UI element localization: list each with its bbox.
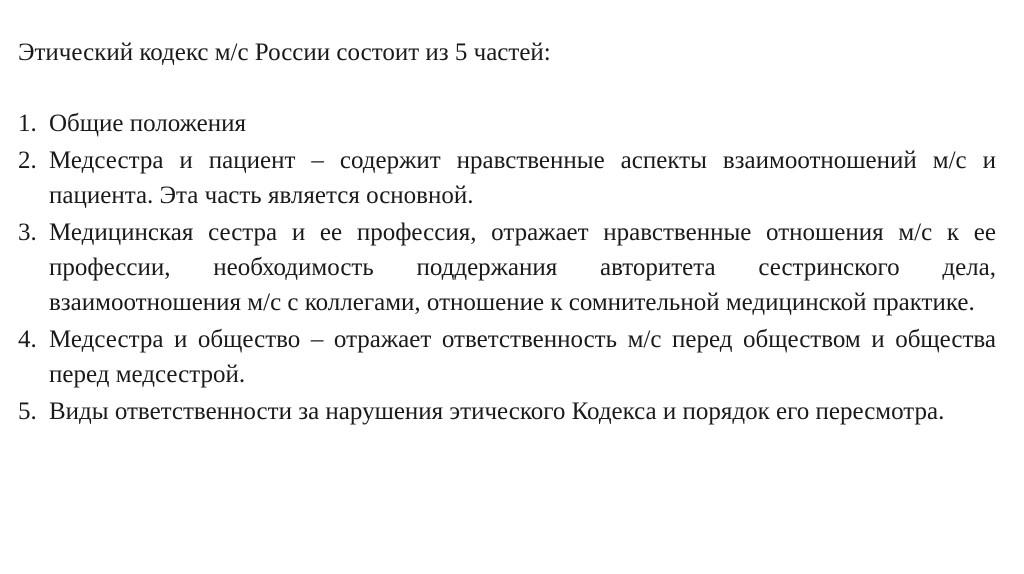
list-item-2 <box>18 143 996 213</box>
intro-text: Этический кодекс м/с России состоит из 5 частей: <box>18 39 551 66</box>
list-item-text: Медсестра и общество – отражает ответственность м/с перед обществом и общества перед медсестрой. <box>49 326 996 388</box>
list-item-text: Медсестра и пациент – содержит нравственные аспекты взаимоотношений м/с и пациента. Эта часть является основной. <box>49 147 996 209</box>
list-item-number: 1. <box>18 110 37 137</box>
list-item-text: Медицинская сестра и ее профессия, отражает нравственные отношения м/с к ее профессии, необходимость поддержания авторитета сестринского дела, взаимоотношения м/с с коллегами, отношение к сомнительной медицинской практике. <box>49 219 996 316</box>
list-item-5 <box>18 394 996 429</box>
list-item-text: Виды ответственности за нарушения этического Кодекса и порядок его пересмотра. <box>49 398 945 425</box>
list-item-number: 2. <box>18 147 37 174</box>
list-item-number: 3. <box>18 219 37 246</box>
list-item-number: 5. <box>18 398 37 425</box>
list-item-3 <box>18 215 996 320</box>
list-item-1 <box>18 106 996 141</box>
slide-content <box>18 35 996 431</box>
list-item-number: 4. <box>18 326 37 353</box>
list-item-4 <box>18 322 996 392</box>
parts-list <box>18 106 996 429</box>
list-item-text: Общие положения <box>49 110 246 137</box>
